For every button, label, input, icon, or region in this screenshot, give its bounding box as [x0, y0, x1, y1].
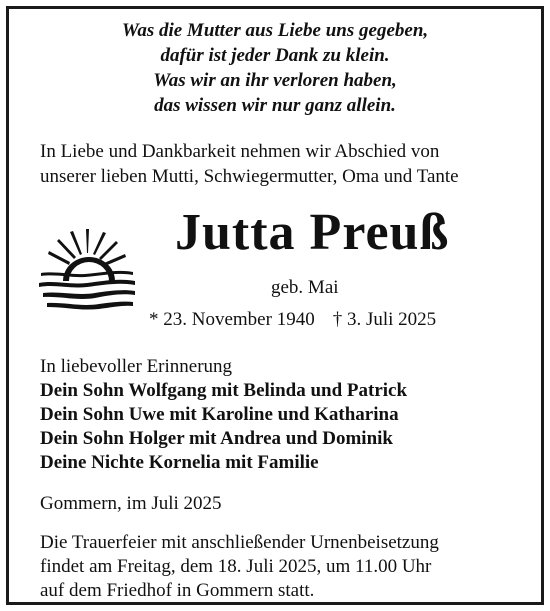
poem — [9, 18, 541, 118]
service-line-2: findet am Freitag, dem 18. Juli 2025, um 11.00 Uhr — [40, 556, 432, 577]
mourner-item: Deine Nichte Kornelia mit Familie — [40, 452, 319, 473]
birth-name: geb. Mai — [271, 277, 339, 298]
intro-text — [40, 139, 459, 189]
poem-line-1: Was die Mutter aus Liebe uns gegeben, — [121, 20, 429, 41]
poem-line-3: Was wir an ihr verloren haben, — [153, 70, 397, 91]
place-date: Gommern, im Juli 2025 — [40, 493, 222, 514]
intro-line-1: In Liebe und Dankbarkeit nehmen wir Abschied von — [40, 141, 440, 162]
service-line-3: auf dem Friedhof in Gommern statt. — [40, 580, 315, 601]
service-line-1: Die Trauerfeier mit anschließender Urnenbeisetzung — [40, 532, 439, 553]
life-dates — [149, 307, 436, 332]
death-date: † 3. Juli 2025 — [332, 309, 437, 330]
funeral-service-info — [40, 531, 439, 603]
sunset-landscape-icon — [37, 223, 137, 315]
intro-line-2: unserer lieben Mutti, Schwiegermutter, Oma und Tante — [40, 166, 459, 187]
deceased-name: Jutta Preuß — [175, 204, 450, 261]
mourners-heading: In liebevoller Erinnerung — [40, 356, 233, 377]
mourner-item: Dein Sohn Holger mit Andrea und Dominik — [40, 428, 393, 449]
poem-line-4: das wissen wir nur ganz allein. — [154, 95, 396, 116]
birth-date: * 23. November 1940 — [149, 309, 315, 330]
obituary-notice — [6, 6, 544, 605]
mourners-list — [40, 355, 407, 475]
poem-line-2: dafür ist jeder Dank zu klein. — [160, 45, 390, 66]
mourner-item: Dein Sohn Wolfgang mit Belinda und Patrick — [40, 380, 408, 401]
mourner-item: Dein Sohn Uwe mit Karoline und Katharina — [40, 404, 399, 425]
